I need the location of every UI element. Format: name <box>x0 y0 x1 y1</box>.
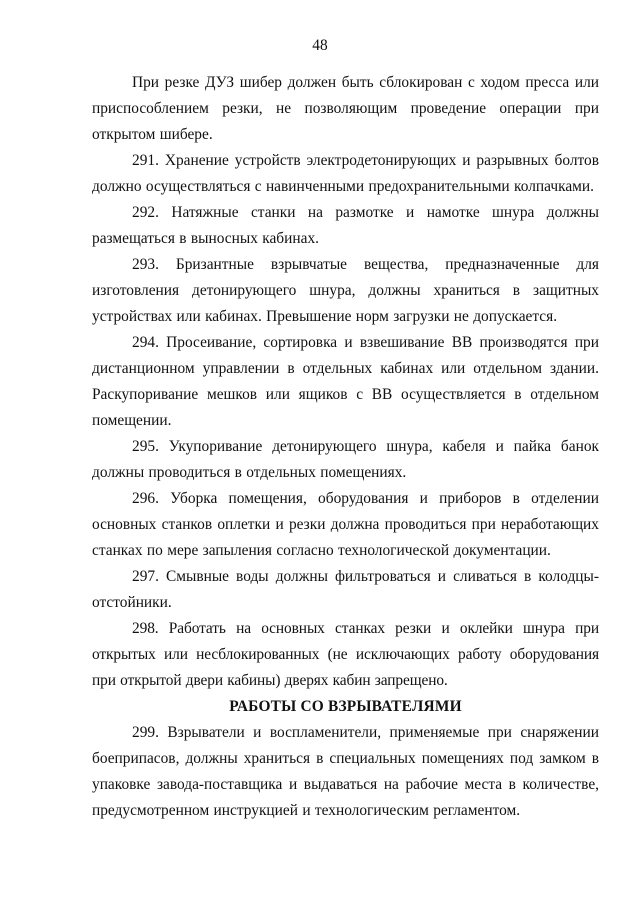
paragraph-295: 295. Укупоривание детонирующего шнура, кабеля и пайка банок должны проводиться в отдельных помещениях. <box>92 438 599 481</box>
paragraph-297: 297. Смывные воды должны фильтроваться и сливаться в колодцы-отстойники. <box>92 568 599 611</box>
document-body <box>92 70 599 824</box>
paragraph-intro: При резке ДУЗ шибер должен быть сблокирован с ходом пресса или приспособлением резки, не позволяющим проведение операции при открытом шибере. <box>92 74 599 143</box>
paragraph-299: 299. Взрыватели и воспламенители, применяемые при снаряжении боеприпасов, должны храниться в специальных помещениях под замком в упаковке завода-поставщика и выдаваться на рабочие места в количестве, предусмотренном инструкцией и технологическим регламентом. <box>92 724 599 819</box>
page-number: 48 <box>312 37 328 54</box>
section-heading: РАБОТЫ СО ВЗРЫВАТЕЛЯМИ <box>229 698 462 715</box>
paragraph-294: 294. Просеивание, сортировка и взвешивание ВВ производятся при дистанционном управлении в отдельных кабинах или отдельном здании. Раскупоривание мешков или ящиков с ВВ осуществляется в отдельном помещении. <box>92 334 599 429</box>
paragraph-291: 291. Хранение устройств электродетонирующих и разрывных болтов должно осуществляться с навинченными предохранительными колпачками. <box>92 152 599 195</box>
paragraph-292: 292. Натяжные станки на размотке и намотке шнура должны размещаться в выносных кабинах. <box>92 204 599 247</box>
paragraph-293: 293. Бризантные взрывчатые вещества, предназначенные для изготовления детонирующего шнура, должны храниться в защитных устройствах или кабинах. Превышение норм загрузки не допускается. <box>92 256 599 325</box>
paragraph-296: 296. Уборка помещения, оборудования и приборов в отделении основных станков оплетки и резки должна проводиться при неработающих станках по мере запыления согласно технологической документации. <box>92 490 599 559</box>
paragraph-298: 298. Работать на основных станках резки и оклейки шнура при открытых или несблокированных (не исключающих работу оборудования при открытой двери кабины) дверях кабин запрещено. <box>92 620 599 689</box>
